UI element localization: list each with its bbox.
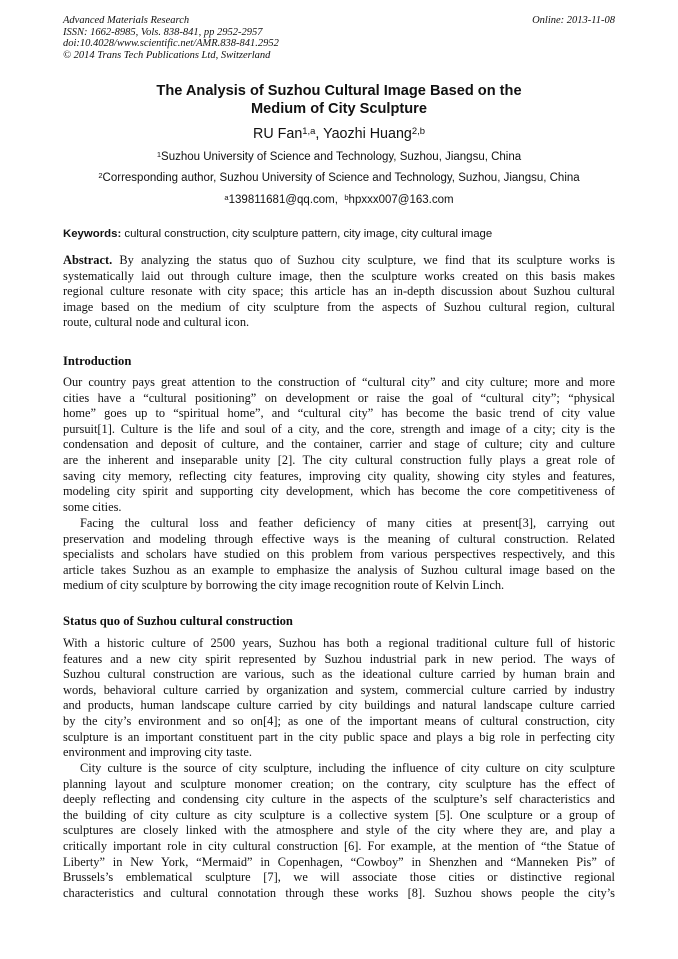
paragraph-line: words, behavioral culture carried by organization and system, commercial culture carried by industry: [63, 682, 615, 697]
paragraph-line: Brussels’s emblematical sculpture [7], we will associate those cities or distinctive regional: [63, 870, 615, 885]
paragraph-line: characteristics and cultural connotation through these works [8]. Suzhou shows people the city’s: [63, 885, 615, 900]
email-b[interactable]: hpxxx007@163.com: [348, 194, 454, 206]
paragraph-line: article takes Suzhou as an example to emphasize the analysis of Suzhou cultural image based on the: [63, 562, 615, 577]
affiliation-1-text: Suzhou University of Science and Technology, Suzhou, Jiangsu, China: [161, 151, 522, 163]
affiliation-1: [63, 150, 615, 164]
paragraph-line: Suzhou cultural construction are various, such as the ideational culture carried by human brain and: [63, 667, 615, 682]
paragraph-line: specialists and scholars have studied on this problem from various perspectives respectively, and this: [63, 547, 615, 562]
journal-name: Advanced Materials Research: [63, 15, 190, 26]
paragraph-line: critically important role in city cultural construction [6]. For example, at the mention of “the Statue of: [63, 838, 615, 853]
email-line: [63, 193, 615, 207]
paragraph-line: home” goes up to “spiritual home”, and “cultural city” has become the basic trend of city value: [63, 406, 615, 421]
paragraph-line: pursuit[1]. Culture is the life and soul of a city, and the core, strength and image of a city; city is the: [63, 421, 615, 436]
abstract-line-text: By analyzing the status quo of Suzhou city sculpture, we find that its sculpture works is: [112, 253, 615, 267]
introduction-paragraph-1: [63, 375, 615, 515]
keywords: [63, 227, 615, 241]
paragraph-line: planning layout and sculpture monomer creation; on the contrary, city sculpture has the effect of: [63, 776, 615, 791]
doi-line[interactable]: doi:10.4028/www.scientific.net/AMR.838-841.2952: [63, 38, 279, 50]
paragraph-line: With a historic culture of 2500 years, Suzhou has both a regional traditional culture full of historic: [63, 636, 615, 650]
paragraph-line: cities have a “cultural positioning” on development or raise the goal of “cultural city”; “physical: [63, 390, 615, 405]
title-line-1: The Analysis of Suzhou Cultural Image Based on the: [156, 83, 522, 99]
paragraph-line: medium of city sculpture by borrowing the city image recognition route of Kelvin Linch.: [63, 578, 505, 593]
paragraph-line: Our country pays great attention to the construction of “cultural city” and city culture; more and more: [63, 375, 615, 389]
paragraph-line: sculptures are closely linked with the atmosphere and style of the city where they are, and play a: [63, 823, 615, 838]
abstract-line: route, cultural node and cultural icon.: [63, 315, 250, 330]
paragraph-line: preservation and modeling through effective ways is the meaning of cultural construction. Related: [63, 531, 615, 546]
abstract-line: image based on the medium of city sculpture from the aspects of Suzhou cultural region, cultural: [63, 299, 615, 314]
paragraph-line: City culture is the source of city sculpture, including the influence of city culture on city sculpture: [80, 761, 615, 775]
introduction-paragraph-2: [63, 516, 615, 594]
affiliation-2: [63, 171, 615, 185]
email-b-superscript: b: [344, 192, 349, 202]
paragraph-line: sculpture is an important constituent part in the city public space and plays a big role in perfecting city: [63, 729, 615, 744]
email-a[interactable]: 139811681@qq.com,: [228, 194, 338, 206]
section-heading-introduction: Introduction: [63, 354, 132, 368]
paragraph-line: by the city’s environment and so on[4]; as one of the important means of cultural construction, city: [63, 713, 615, 728]
paragraph-line: condensation and deposit of culture, and the container, carrier and stage of culture; city and culture: [63, 437, 615, 452]
status-paragraph-2: [63, 761, 615, 901]
paragraph-line: and products, human landscape culture carried by city buildings and natural landscape culture carried: [63, 698, 615, 713]
abstract-line: regional culture resonate with city space; this article has an in-depth discussion about Suzhou cultural: [63, 284, 615, 299]
author-1-name: RU Fan: [253, 126, 303, 142]
journal-header: [63, 15, 279, 61]
author-1-superscript: 1,a: [302, 124, 316, 136]
paragraph-line: the building of city culture as city sculpture is a collective system [5]. One sculpture or a group of: [63, 807, 615, 822]
author-2-superscript: 2,b: [411, 124, 425, 136]
copyright-line: © 2014 Trans Tech Publications Ltd, Switzerland: [63, 49, 271, 61]
paragraph-line: environment and improving city taste.: [63, 745, 252, 760]
affiliation-2-text: Corresponding author, Suzhou University of Science and Technology, Suzhou, Jiangsu, China: [102, 172, 580, 184]
affiliation-2-superscript: 2: [98, 170, 103, 180]
section-heading-status-quo: Status quo of Suzhou cultural construction: [63, 614, 293, 628]
paragraph-line: are the inherent and inseparable unity [2]. The city cultural construction fully plays a great role of: [63, 452, 615, 467]
abstract-line: [63, 253, 615, 269]
keywords-text: cultural construction, city sculpture pattern, city image, city cultural image: [121, 228, 493, 240]
abstract-line: systematically laid out through culture image, then the sculpture works created on this basis makes: [63, 268, 615, 283]
status-paragraph-1: [63, 636, 615, 761]
paragraph-line: some cities.: [63, 499, 122, 514]
keywords-label: Keywords:: [63, 228, 122, 240]
affiliation-1-superscript: 1: [156, 149, 162, 159]
paragraph-line: deeply reflecting and condensing city culture in the aspects of the sculpture’s self characteristics and: [63, 792, 615, 807]
paragraph-line: modeling city spirit and supporting city development, which has become the core competitiveness of: [63, 484, 615, 499]
online-date: Online: 2013-11-08: [532, 15, 615, 26]
paper-title: [63, 82, 615, 118]
title-line-2: Medium of City Sculpture: [251, 101, 427, 117]
email-a-superscript: a: [224, 192, 229, 202]
issn-line: ISSN: 1662-8985, Vols. 838-841, pp 2952-2957: [63, 26, 263, 38]
author-separator: ,: [315, 126, 324, 142]
online-date-header: [532, 15, 615, 27]
author-2-name: Yaozhi Huang: [323, 126, 412, 142]
paragraph-line: Facing the cultural loss and feather deficiency of many cities at present[3], carrying out: [80, 516, 615, 530]
author-line: [63, 125, 615, 143]
abstract-label: Abstract.: [63, 253, 113, 267]
paragraph-line: saving city memory, reflecting city features, improving city quality, showing city styles and features,: [63, 468, 615, 483]
paragraph-line: features and a new city spirit represented by Suzhou industrial park in new period. The ways of: [63, 651, 615, 666]
abstract: [63, 253, 615, 331]
paragraph-line: Liberty” in New York, “Mermaid” in Copenhagen, “Cowboy” in Shenzhen and “Manneken Pis” of: [63, 854, 615, 869]
